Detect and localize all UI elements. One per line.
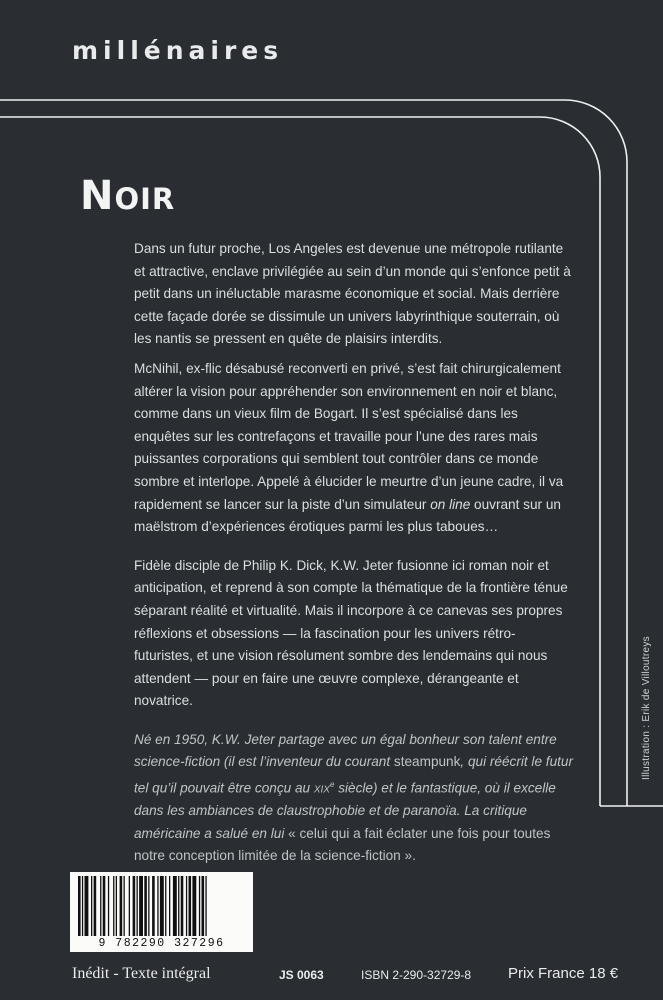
barcode-bar — [103, 876, 106, 936]
barcode-bar — [85, 876, 89, 936]
barcode-bars — [76, 876, 247, 936]
summary-paragraph-3: Fidèle disciple de Philip K. Dick, K.W. Jeter fusionne ici roman noir et anticipation, et reprend à son compte la thématique de la frontière ténue séparant réalité et virtualité. Mais il incorpore à ce canevas ses propres réflexions et obsessions — la fascination pour les univers rétro-futuristes, et une vision résolument sombre des lendemains qui nous attendent — pour en faire une œuvre complexe, dérangeante et novatrice. — [134, 557, 568, 709]
barcode-bar — [202, 876, 205, 936]
barcode-bar — [137, 876, 138, 936]
barcode-bar — [181, 876, 184, 936]
barcode-bar — [139, 876, 143, 936]
barcode-bar — [152, 876, 155, 936]
barcode-bar — [160, 876, 164, 936]
barcode-bar — [91, 876, 92, 936]
barcode-bar — [205, 876, 206, 936]
barcode-bar — [178, 876, 179, 936]
barcode-bar — [192, 876, 196, 936]
barcode-bar — [157, 876, 158, 936]
barcode-digits: 9 782290 327296 — [98, 937, 225, 950]
barcode-bar — [100, 876, 101, 936]
barcode-bar — [120, 876, 123, 936]
barcode-bar — [199, 876, 200, 936]
barcode-bar — [82, 876, 83, 936]
barcode — [70, 872, 253, 952]
barcode-bar — [169, 876, 170, 936]
barcode-bar — [186, 876, 187, 936]
back-cover-text — [134, 238, 574, 875]
price: Prix France 18 € — [508, 965, 619, 982]
series-name: millénaires — [72, 36, 284, 65]
barcode-bar — [78, 876, 81, 936]
barcode-bar — [113, 876, 114, 936]
book-title: NOIR — [80, 173, 176, 219]
edition-note: Inédit - Texte intégral — [72, 965, 211, 982]
barcode-bar — [148, 876, 149, 936]
illustration-credit: Illustration : Erik de Villoutreys — [641, 636, 652, 780]
catalog-code: JS 0063 — [279, 968, 324, 982]
isbn: ISBN 2-290-32729-8 — [361, 968, 472, 982]
barcode-bar — [108, 876, 109, 936]
barcode-bar — [116, 876, 117, 936]
summary-paragraph-1: Dans un futur proche, Los Angeles est devenue une métropole rutilante et attractive, enclave privilégiée au sein d’un monde qui s’enfonce petit à petit dans un inéluctable marasme économique et social. Mais derrière cette façade dorée se dissimule un univers labyrinthique souterrain, où les nantis se pressent en quête de plaisirs interdits. — [134, 241, 571, 347]
barcode-bar — [173, 876, 177, 936]
summary-paragraph-2: McNihil, ex-flic désabusé reconverti en privé, s’est fait chirurgicalement altérer la vision pour appréhender son environnement en noir et blanc, comme dans un vieux film de Bogart. Il s’est spécialisé dans les enquêtes sur les contrefaçons et travaille pour l’une des rares mais puissantes corporations qui semblent tout contrôler dans ce monde sombre et interlope. Appelé à élucider le meurtre d’un jeune cadre, il va rapidement se lancer sur la piste d’un simulateur on line ouvrant sur un maëlstrom d’expériences érotiques parmi les plus taboues… — [134, 360, 564, 535]
barcode-bar — [189, 876, 192, 936]
barcode-bar — [165, 876, 166, 936]
author-bio: Né en 1950, K.W. Jeter partage avec un égal bonheur son talent entre science-fiction (il est l’inventeur du courant steampunk, qui réécrit le futur tel qu’il pouvait être conçu au xix$^e$ siècle) et le fantastique, où il excelle dans les ambiances de claustrophobie et de paranoïa. La critique américaine a salué en lui « celui qui a fait éclater une fois pour toutes notre conception limitée de la science-fiction ». — [134, 731, 573, 864]
barcode-bar — [94, 876, 97, 936]
barcode-bar — [124, 876, 125, 936]
barcode-bar — [129, 876, 130, 936]
barcode-bar — [144, 876, 147, 936]
barcode-bar — [133, 876, 136, 936]
